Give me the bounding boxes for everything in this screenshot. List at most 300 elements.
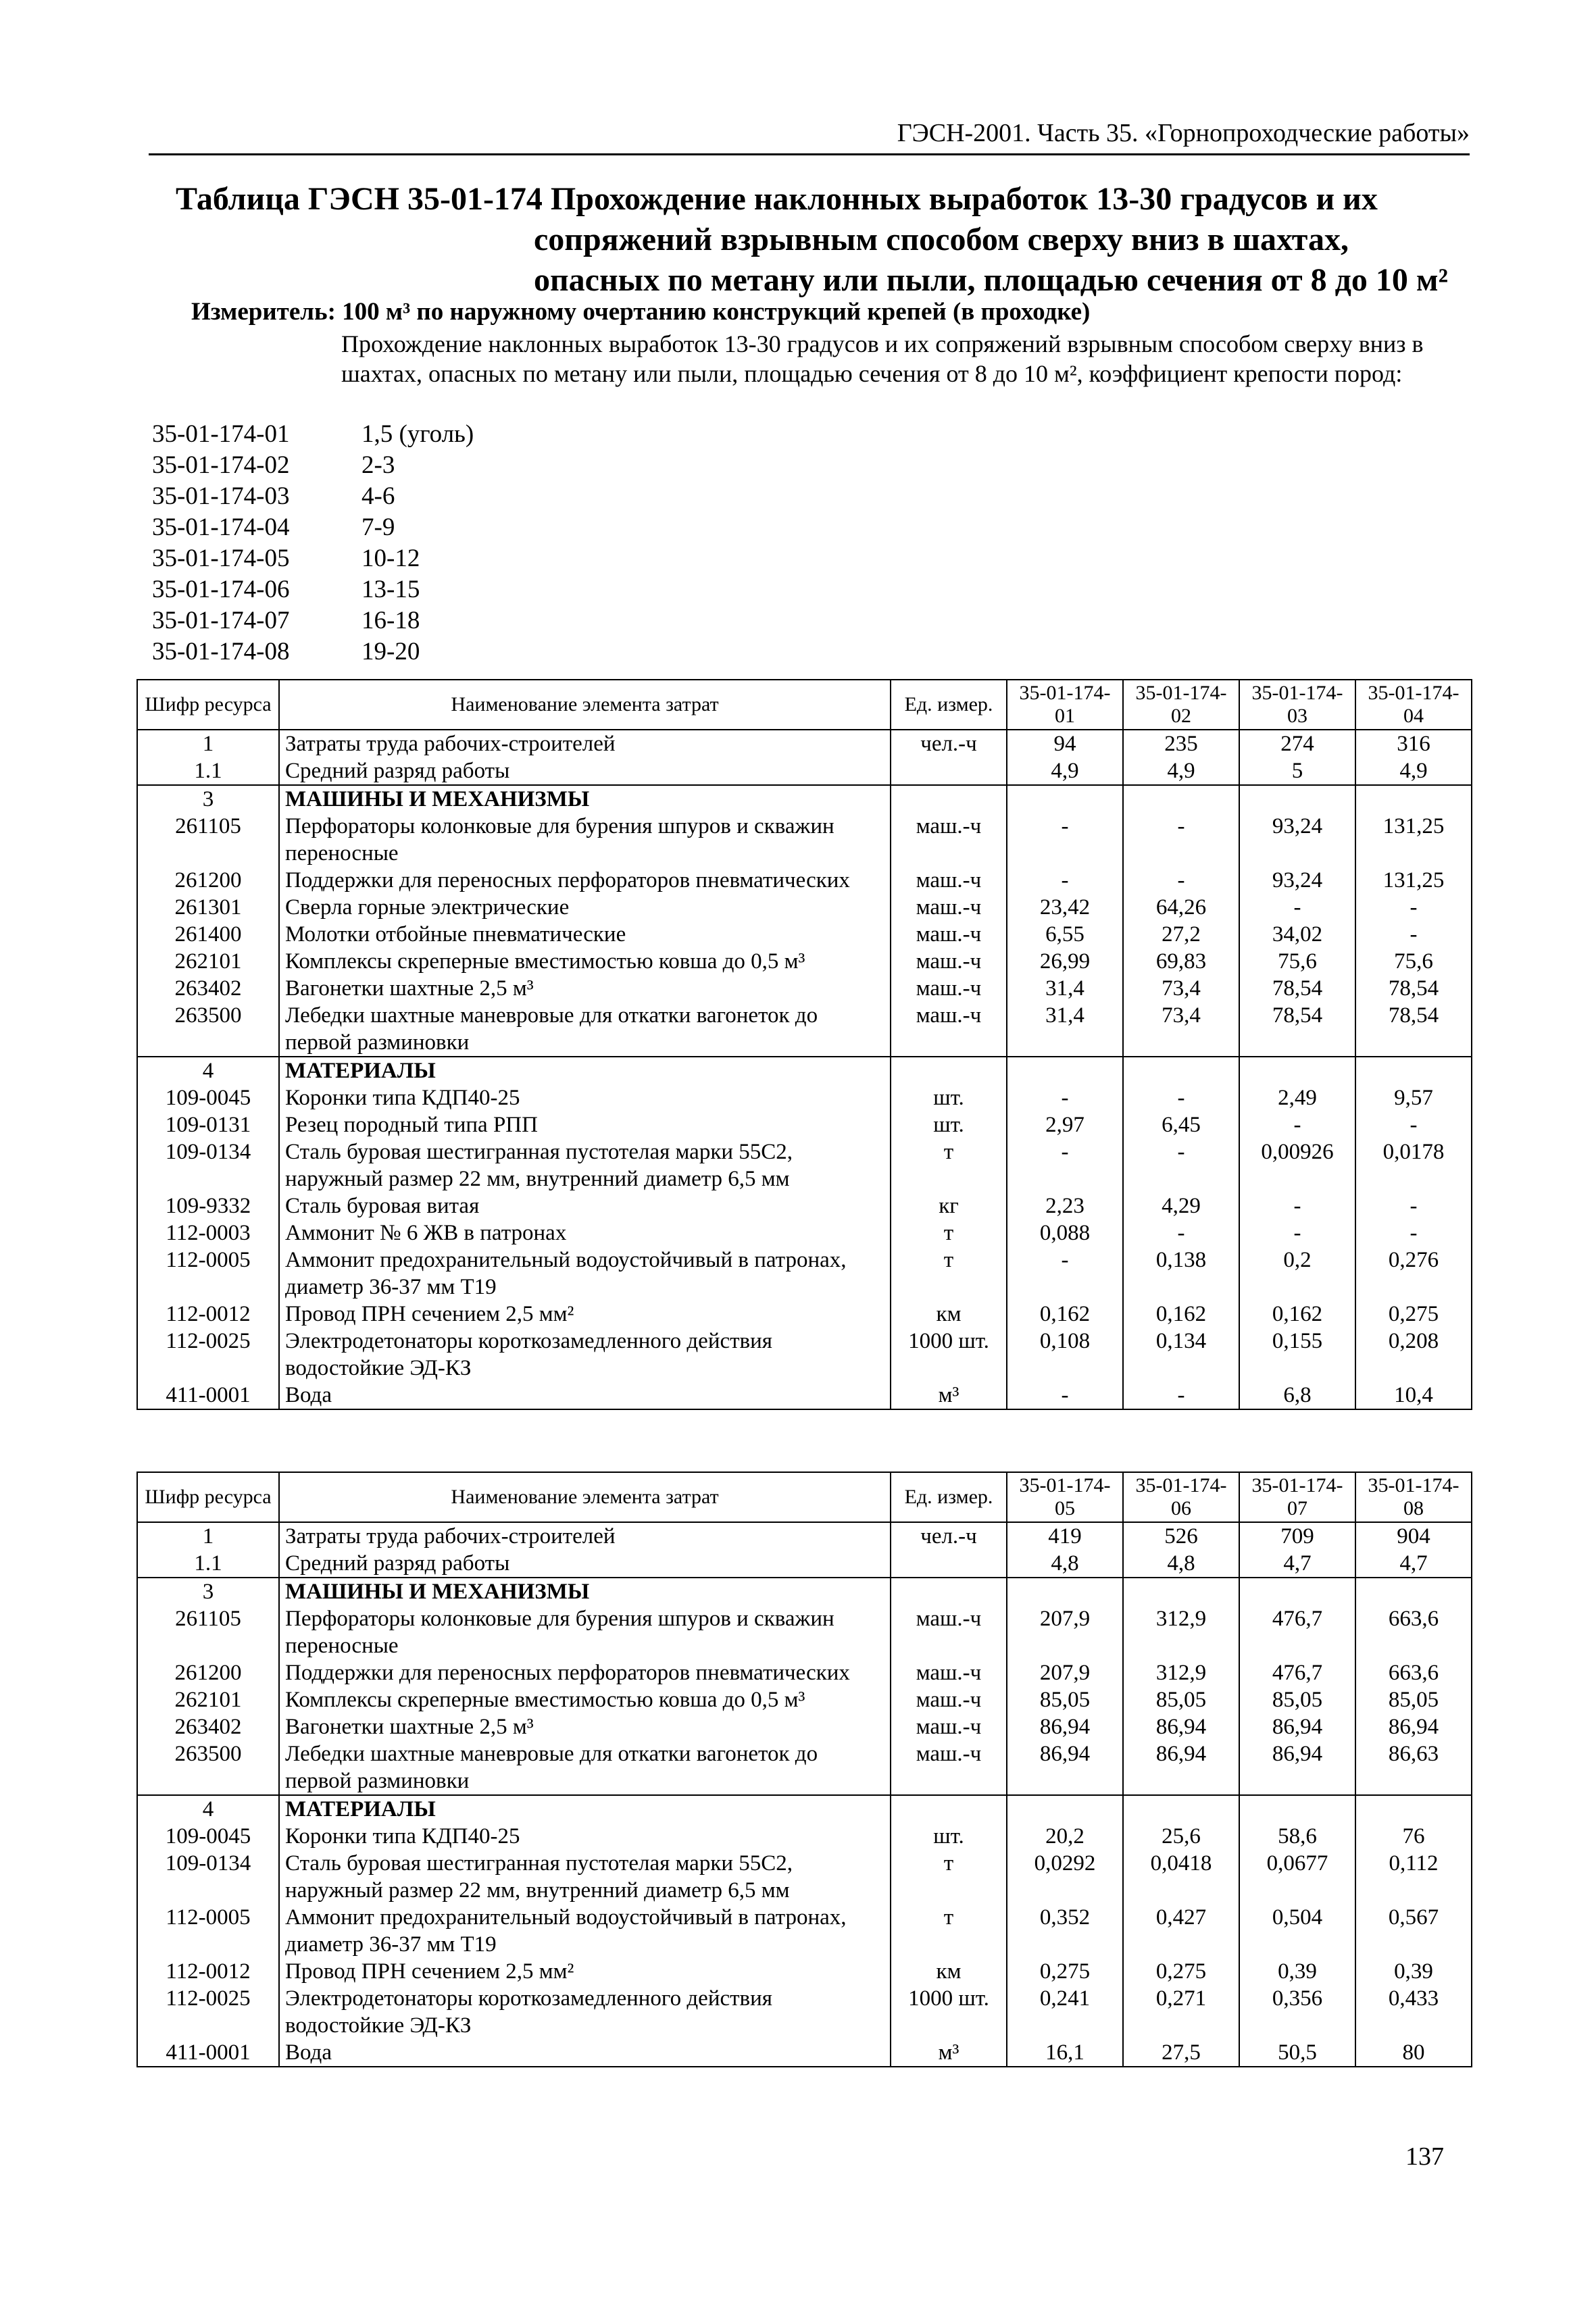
norm-value: 0,134 (1123, 1328, 1239, 1382)
table-row (137, 1605, 1472, 1659)
code-row (152, 512, 474, 543)
resource-name: Вода (279, 2039, 891, 2067)
norm-value: 85,05 (1123, 1686, 1239, 1713)
norm-value: 0,271 (1123, 1985, 1239, 2039)
norm-value: 93,24 (1239, 813, 1355, 867)
norm-value: 75,6 (1355, 948, 1472, 975)
resource-unit: 1000 шт. (891, 1328, 1007, 1382)
norm-value: 0,427 (1123, 1904, 1239, 1958)
table-row (137, 921, 1472, 948)
table-row (137, 813, 1472, 867)
table-row (137, 1850, 1472, 1904)
code: 35-01-174-04 (152, 513, 290, 541)
resource-unit: т (891, 1850, 1007, 1904)
resource-code: 411-0001 (137, 1382, 279, 1409)
resource-unit: маш.-ч (891, 948, 1007, 975)
norm-value (1355, 1057, 1472, 1084)
norm-value: - (1239, 1219, 1355, 1247)
norm-value: 25,6 (1123, 1823, 1239, 1850)
norm-value: 4,7 (1239, 1550, 1355, 1578)
resource-code: 411-0001 (137, 2039, 279, 2067)
norm-value (1239, 1578, 1355, 1605)
norm-value: 4,8 (1123, 1550, 1239, 1578)
norm-value: 0,00926 (1239, 1138, 1355, 1192)
norm-value: - (1123, 1138, 1239, 1192)
resource-code: 263402 (137, 1713, 279, 1740)
header-code: Шифр ресурса (137, 680, 279, 730)
norm-value: 0,138 (1123, 1247, 1239, 1301)
norm-value: 85,05 (1007, 1686, 1123, 1713)
resource-code: 112-0025 (137, 1328, 279, 1382)
resource-name: Провод ПРН сечением 2,5 мм² (279, 1301, 891, 1328)
table-row (137, 785, 1472, 813)
resource-unit (891, 1550, 1007, 1578)
resource-unit: т (891, 1219, 1007, 1247)
resource-code: 3 (137, 785, 279, 813)
measure-unit: Измеритель: 100 м³ по наружному очертанию конструкций крепей (в проходке) (191, 298, 1091, 326)
norm-value: 75,6 (1239, 948, 1355, 975)
norm-value: 0,162 (1123, 1301, 1239, 1328)
header-unit: Ед. измер. (891, 680, 1007, 730)
resource-name: Сталь буровая шестигранная пустотелая марки 55С2, наружный размер 22 мм, внутренний диаметр 6,5 мм (279, 1138, 891, 1192)
resource-name: Затраты труда рабочих-строителей (279, 1522, 891, 1550)
resource-unit: маш.-ч (891, 1659, 1007, 1686)
resource-code: 109-0045 (137, 1084, 279, 1111)
code-value: 1,5 (уголь) (361, 420, 474, 448)
resource-code: 109-9332 (137, 1192, 279, 1219)
norm-value: 0,433 (1355, 1985, 1472, 2039)
norm-value: 207,9 (1007, 1605, 1123, 1659)
norm-value: 312,9 (1123, 1659, 1239, 1686)
resource-code: 4 (137, 1057, 279, 1084)
norm-value: - (1355, 1192, 1472, 1219)
norm-value: - (1239, 1111, 1355, 1138)
resource-code: 112-0003 (137, 1219, 279, 1247)
resource-name: Аммонит предохранительный водоустойчивый в патронах, диаметр 36-37 мм Т19 (279, 1904, 891, 1958)
resource-code: 1 (137, 1522, 279, 1550)
norm-value: 235 (1123, 730, 1239, 757)
norm-value: 4,8 (1007, 1550, 1123, 1578)
resource-unit: маш.-ч (891, 1713, 1007, 1740)
norm-value: - (1007, 1382, 1123, 1409)
norm-value: - (1123, 1084, 1239, 1111)
table-row (137, 867, 1472, 894)
norm-value: 2,23 (1007, 1192, 1123, 1219)
norm-value: 0,2 (1239, 1247, 1355, 1301)
norm-value: - (1123, 813, 1239, 867)
norm-value: 0,275 (1007, 1958, 1123, 1985)
table-header-row (137, 680, 1472, 730)
resource-name: Коронки типа КДП40-25 (279, 1084, 891, 1111)
header-norm-col: 35-01-174-06 (1123, 1472, 1239, 1522)
resource-code: 109-0131 (137, 1111, 279, 1138)
table-row (137, 1740, 1472, 1795)
norm-value: 86,94 (1355, 1713, 1472, 1740)
code-row (152, 543, 474, 574)
norm-value: 23,42 (1007, 894, 1123, 921)
table-row (137, 1247, 1472, 1301)
resource-name: Аммонит предохранительный водоустойчивый в патронах, диаметр 36-37 мм Т19 (279, 1247, 891, 1301)
resource-unit: км (891, 1958, 1007, 1985)
resource-code: 261200 (137, 867, 279, 894)
table-row (137, 1522, 1472, 1550)
norm-value: 64,26 (1123, 894, 1239, 921)
norm-value: 0,567 (1355, 1904, 1472, 1958)
header-norm-col: 35-01-174-05 (1007, 1472, 1123, 1522)
norm-value: 0,352 (1007, 1904, 1123, 1958)
code-value: 10-12 (361, 545, 420, 572)
norm-value: 0,0292 (1007, 1850, 1123, 1904)
norm-value: 0,356 (1239, 1985, 1355, 2039)
resource-code: 109-0134 (137, 1850, 279, 1904)
code-value: 2-3 (361, 451, 395, 479)
code-value: 7-9 (361, 513, 395, 541)
code-row (152, 419, 474, 450)
norm-value: - (1355, 1219, 1472, 1247)
code-row (152, 605, 474, 636)
norm-value: 85,05 (1355, 1686, 1472, 1713)
norm-value: 0,0418 (1123, 1850, 1239, 1904)
resource-name: МАТЕРИАЛЫ (279, 1795, 891, 1823)
header-name: Наименование элемента затрат (279, 680, 891, 730)
code: 35-01-174-07 (152, 607, 290, 634)
code: 35-01-174-06 (152, 576, 290, 603)
norm-value: 86,94 (1123, 1713, 1239, 1740)
norm-value (1239, 785, 1355, 813)
norm-value (1355, 785, 1472, 813)
table-row (137, 1686, 1472, 1713)
norm-value: 663,6 (1355, 1605, 1472, 1659)
header-norm-col: 35-01-174-01 (1007, 680, 1123, 730)
resource-unit: м³ (891, 2039, 1007, 2067)
resource-name: Провод ПРН сечением 2,5 мм² (279, 1958, 891, 1985)
norm-value: 4,29 (1123, 1192, 1239, 1219)
norm-value: 476,7 (1239, 1605, 1355, 1659)
norm-value: 0,088 (1007, 1219, 1123, 1247)
norm-value (1355, 1795, 1472, 1823)
norm-value: 709 (1239, 1522, 1355, 1550)
code: 35-01-174-03 (152, 482, 290, 510)
resource-name: Вагонетки шахтные 2,5 м³ (279, 975, 891, 1002)
resource-unit: маш.-ч (891, 1002, 1007, 1057)
resource-code: 1.1 (137, 1550, 279, 1578)
resource-unit: шт. (891, 1823, 1007, 1850)
code: 35-01-174-01 (152, 420, 290, 448)
resource-code: 261400 (137, 921, 279, 948)
table-row (137, 1985, 1472, 2039)
norm-value (1123, 1795, 1239, 1823)
resource-unit: маш.-ч (891, 1686, 1007, 1713)
resource-code: 263500 (137, 1002, 279, 1057)
work-description: Прохождение наклонных выработок 13-30 градусов и их сопряжений взрывным способом сверху вниз в шахтах, опасных по метану или пыли, площадью сечения от 8 до 10 м², коэффициент крепости пород: (341, 330, 1424, 387)
resource-code: 263402 (137, 975, 279, 1002)
table-row (137, 1328, 1472, 1382)
resource-code: 261200 (137, 1659, 279, 1686)
resource-unit: т (891, 1904, 1007, 1958)
norm-value: 0,275 (1355, 1301, 1472, 1328)
norm-value: 78,54 (1239, 975, 1355, 1002)
norm-value: 80 (1355, 2039, 1472, 2067)
resource-name: Лебедки шахтные маневровые для откатки вагонеток до первой разминовки (279, 1002, 891, 1057)
resource-code: 4 (137, 1795, 279, 1823)
norm-value: 0,275 (1123, 1958, 1239, 1985)
norm-value (1239, 1795, 1355, 1823)
resource-unit: т (891, 1247, 1007, 1301)
norm-value: - (1007, 867, 1123, 894)
table-row (137, 1578, 1472, 1605)
header-unit: Ед. измер. (891, 1472, 1007, 1522)
resource-name: Комплексы скреперные вместимостью ковша до 0,5 м³ (279, 1686, 891, 1713)
header-norm-col: 35-01-174-04 (1355, 680, 1472, 730)
table-row (137, 1301, 1472, 1328)
resource-code: 112-0005 (137, 1904, 279, 1958)
norm-value: 131,25 (1355, 813, 1472, 867)
norm-value: 86,94 (1007, 1713, 1123, 1740)
norm-value: 0,0677 (1239, 1850, 1355, 1904)
header-norm-col: 35-01-174-08 (1355, 1472, 1472, 1522)
norm-value: 31,4 (1007, 975, 1123, 1002)
table-row (137, 1550, 1472, 1578)
resource-code: 3 (137, 1578, 279, 1605)
resource-unit: кг (891, 1192, 1007, 1219)
resource-name: Затраты труда рабочих-строителей (279, 730, 891, 757)
norm-value: 2,49 (1239, 1084, 1355, 1111)
table-title (176, 179, 1470, 301)
resource-table-1 (136, 679, 1472, 1410)
norm-value: 85,05 (1239, 1686, 1355, 1713)
norm-value: 0,241 (1007, 1985, 1123, 2039)
norm-value: 69,83 (1123, 948, 1239, 975)
norm-value: 5 (1239, 757, 1355, 785)
table-row (137, 1057, 1472, 1084)
resource-name: Вагонетки шахтные 2,5 м³ (279, 1713, 891, 1740)
table-row (137, 1111, 1472, 1138)
resource-name: Вода (279, 1382, 891, 1409)
resource-unit (891, 1795, 1007, 1823)
resource-table-2 (136, 1472, 1472, 2067)
norm-value: 0,504 (1239, 1904, 1355, 1958)
norm-value: 131,25 (1355, 867, 1472, 894)
resource-name: Средний разряд работы (279, 1550, 891, 1578)
resource-unit: маш.-ч (891, 894, 1007, 921)
code: 35-01-174-02 (152, 451, 290, 479)
title-line-3: опасных по метану или пыли, площадью сечения от 8 до 10 м² (534, 262, 1448, 298)
norm-value (1007, 1795, 1123, 1823)
norm-value: - (1123, 867, 1239, 894)
code-value: 19-20 (361, 638, 420, 665)
norm-value (1123, 1578, 1239, 1605)
header-name: Наименование элемента затрат (279, 1472, 891, 1522)
title-line-2: сопряжений взрывным способом сверху вниз в шахтах, (534, 222, 1349, 257)
resource-unit: маш.-ч (891, 921, 1007, 948)
code-value: 4-6 (361, 482, 395, 510)
norm-value: 0,108 (1007, 1328, 1123, 1382)
norm-value: - (1007, 813, 1123, 867)
norm-value: 4,9 (1007, 757, 1123, 785)
resource-code: 112-0005 (137, 1247, 279, 1301)
resource-code: 109-0045 (137, 1823, 279, 1850)
header-norm-col: 35-01-174-02 (1123, 680, 1239, 730)
norm-value: 86,94 (1239, 1713, 1355, 1740)
resource-name: Сталь буровая витая (279, 1192, 891, 1219)
resource-unit (891, 785, 1007, 813)
resource-name: Электродетонаторы короткозамедленного действия водостойкие ЭД-КЗ (279, 1328, 891, 1382)
norm-value: - (1355, 921, 1472, 948)
resource-name: Электродетонаторы короткозамедленного действия водостойкие ЭД-КЗ (279, 1985, 891, 2039)
resource-code: 261105 (137, 813, 279, 867)
resource-name: Поддержки для переносных перфораторов пневматических (279, 1659, 891, 1686)
norm-value: - (1007, 1084, 1123, 1111)
table-header-row (137, 1472, 1472, 1522)
header-norm-col: 35-01-174-03 (1239, 680, 1355, 730)
norm-value: 663,6 (1355, 1659, 1472, 1686)
norm-value: 6,45 (1123, 1111, 1239, 1138)
header-code: Шифр ресурса (137, 1472, 279, 1522)
norm-value: 20,2 (1007, 1823, 1123, 1850)
norm-value: - (1007, 1247, 1123, 1301)
code-value: 13-15 (361, 576, 420, 603)
norm-value: 31,4 (1007, 1002, 1123, 1057)
resource-unit: маш.-ч (891, 1740, 1007, 1795)
resource-code: 112-0012 (137, 1958, 279, 1985)
resource-name: Перфораторы колонковые для бурения шпуров и скважин переносные (279, 1605, 891, 1659)
norm-value: 419 (1007, 1522, 1123, 1550)
code-value: 16-18 (361, 607, 420, 634)
table-row (137, 1382, 1472, 1409)
norm-value: 86,94 (1007, 1740, 1123, 1795)
norm-value (1239, 1057, 1355, 1084)
running-header: ГЭСН-2001. Часть 35. «Горнопроходческие работы» (149, 118, 1470, 155)
norm-value: 50,5 (1239, 2039, 1355, 2067)
norm-value: 27,5 (1123, 2039, 1239, 2067)
norm-value: 16,1 (1007, 2039, 1123, 2067)
norm-value: - (1239, 1192, 1355, 1219)
resource-unit: шт. (891, 1111, 1007, 1138)
table-row (137, 757, 1472, 785)
norm-value: 0,208 (1355, 1328, 1472, 1382)
resource-name: Перфораторы колонковые для бурения шпуров и скважин переносные (279, 813, 891, 867)
resource-name: Сверла горные электрические (279, 894, 891, 921)
norm-value: 316 (1355, 730, 1472, 757)
norm-value: 78,54 (1239, 1002, 1355, 1057)
resource-code: 1 (137, 730, 279, 757)
resource-unit: маш.-ч (891, 813, 1007, 867)
resource-name: Поддержки для переносных перфораторов пневматических (279, 867, 891, 894)
code-row (152, 481, 474, 512)
code-row (152, 450, 474, 481)
norm-value: 0,0178 (1355, 1138, 1472, 1192)
resource-unit: маш.-ч (891, 1605, 1007, 1659)
norm-value: 4,7 (1355, 1550, 1472, 1578)
resource-code: 112-0025 (137, 1985, 279, 2039)
norm-value: 904 (1355, 1522, 1472, 1550)
table-row (137, 1219, 1472, 1247)
resource-unit: шт. (891, 1084, 1007, 1111)
resource-unit: чел.-ч (891, 730, 1007, 757)
table-row (137, 1904, 1472, 1958)
resource-name: Молотки отбойные пневматические (279, 921, 891, 948)
resource-code: 262101 (137, 1686, 279, 1713)
resource-code: 261301 (137, 894, 279, 921)
resource-code: 261105 (137, 1605, 279, 1659)
table-row (137, 975, 1472, 1002)
norm-value: 2,97 (1007, 1111, 1123, 1138)
norm-value (1123, 1057, 1239, 1084)
norm-value: 78,54 (1355, 975, 1472, 1002)
table-row (137, 1002, 1472, 1057)
norm-value: 34,02 (1239, 921, 1355, 948)
norm-value: - (1123, 1219, 1239, 1247)
resource-unit: т (891, 1138, 1007, 1192)
resource-unit: чел.-ч (891, 1522, 1007, 1550)
resource-name: МАШИНЫ И МЕХАНИЗМЫ (279, 1578, 891, 1605)
code: 35-01-174-05 (152, 545, 290, 572)
table-row (137, 1659, 1472, 1686)
header-norm-col: 35-01-174-07 (1239, 1472, 1355, 1522)
resource-unit: маш.-ч (891, 867, 1007, 894)
resource-unit: км (891, 1301, 1007, 1328)
resource-code: 112-0012 (137, 1301, 279, 1328)
table-row (137, 1084, 1472, 1111)
table-row (137, 730, 1472, 757)
resource-unit: м³ (891, 1382, 1007, 1409)
norm-value: 86,94 (1123, 1740, 1239, 1795)
resource-code: 1.1 (137, 757, 279, 785)
code-list (152, 419, 474, 668)
resource-code: 109-0134 (137, 1138, 279, 1192)
norm-value: - (1355, 894, 1472, 921)
norm-value: 0,162 (1007, 1301, 1123, 1328)
norm-value: 526 (1123, 1522, 1239, 1550)
norm-value: 274 (1239, 730, 1355, 757)
norm-value: - (1355, 1111, 1472, 1138)
norm-value: 476,7 (1239, 1659, 1355, 1686)
resource-name: Аммонит № 6 ЖВ в патронах (279, 1219, 891, 1247)
resource-unit: маш.-ч (891, 975, 1007, 1002)
code-row (152, 574, 474, 605)
norm-value: 76 (1355, 1823, 1472, 1850)
resource-name: Коронки типа КДП40-25 (279, 1823, 891, 1850)
code-row (152, 636, 474, 668)
page-number: 137 (1405, 2142, 1444, 2171)
table-row (137, 2039, 1472, 2067)
norm-value: 4,9 (1123, 757, 1239, 785)
table-row (137, 1958, 1472, 1985)
norm-value (1007, 785, 1123, 813)
norm-value: 0,112 (1355, 1850, 1472, 1904)
table-row (137, 948, 1472, 975)
norm-value: 10,4 (1355, 1382, 1472, 1409)
norm-value: 6,55 (1007, 921, 1123, 948)
resource-name: Резец породный типа РПП (279, 1111, 891, 1138)
resource-unit (891, 1057, 1007, 1084)
resource-name: Средний разряд работы (279, 757, 891, 785)
norm-value: 86,94 (1239, 1740, 1355, 1795)
title-line-1: Таблица ГЭСН 35-01-174 Прохождение наклонных выработок 13-30 градусов и их (176, 181, 1378, 217)
norm-value: 27,2 (1123, 921, 1239, 948)
norm-value: 0,39 (1239, 1958, 1355, 1985)
resource-name: Комплексы скреперные вместимостью ковша до 0,5 м³ (279, 948, 891, 975)
norm-value: 58,6 (1239, 1823, 1355, 1850)
norm-value: 0,162 (1239, 1301, 1355, 1328)
norm-value: 9,57 (1355, 1084, 1472, 1111)
norm-value: - (1239, 894, 1355, 921)
resource-code: 262101 (137, 948, 279, 975)
norm-value: 94 (1007, 730, 1123, 757)
norm-value: 73,4 (1123, 975, 1239, 1002)
table-row (137, 1138, 1472, 1192)
norm-value: - (1007, 1138, 1123, 1192)
